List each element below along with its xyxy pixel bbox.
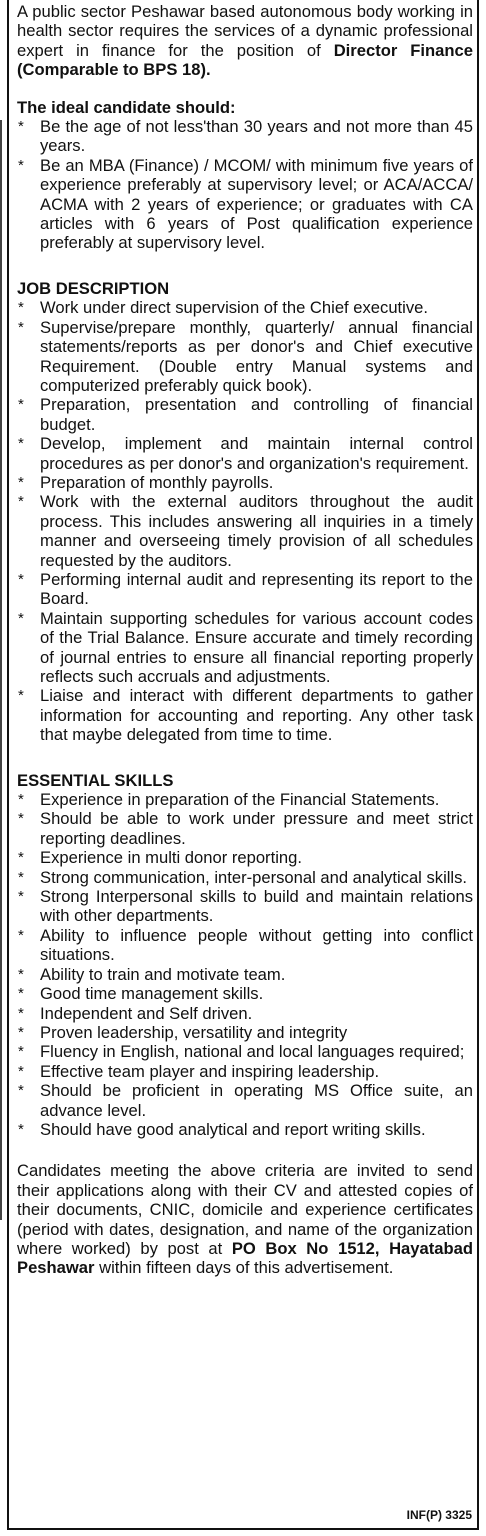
bullet-asterisk: *: [18, 156, 24, 174]
list-item-text: Should be able to work under pressure and meet strict reporting deadlines.: [40, 809, 473, 848]
list-item-text: Should be proficient in operating MS Office suite, an advance level.: [40, 1081, 473, 1120]
list-item-text: Ability to train and motivate team.: [40, 964, 286, 984]
list-item: [17, 318, 473, 396]
ideal-candidate-heading: The ideal candidate should:: [17, 97, 236, 117]
bullet-asterisk: *: [18, 435, 24, 453]
bullet-asterisk: *: [18, 318, 24, 336]
list-item: [17, 848, 473, 867]
list-item: [17, 609, 473, 687]
bullet-asterisk: *: [18, 888, 24, 906]
list-item: [17, 965, 473, 984]
list-item-text: Be an MBA (Finance) / MCOM/ with minimum five years of experience preferably at supervisory level; or ACA/ACCA/ ACMA with 2 years of experience; or graduates with CA articles with 6 years of Post qualification experience preferably at supervisory level.: [40, 155, 473, 253]
bullet-asterisk: *: [18, 1023, 24, 1041]
list-item: [17, 1042, 473, 1061]
list-item: [17, 1023, 473, 1042]
list-item-text: Preparation, presentation and controlling of financial budget.: [40, 395, 473, 434]
bullet-asterisk: *: [18, 868, 24, 886]
postal-address: PO Box No 1512, Hayatabad Peshawar: [17, 1238, 473, 1278]
list-item-text: Preparation of monthly payrolls.: [40, 472, 274, 492]
list-item-text: Be the age of not less'than 30 years and not more than 45 years.: [40, 117, 473, 156]
list-item: [17, 1004, 473, 1023]
essential-skills-heading: ESSENTIAL SKILLS: [17, 770, 174, 790]
list-item: [17, 926, 473, 965]
list-item-text: Performing internal audit and representing its report to the Board.: [40, 569, 473, 609]
list-item-text: Good time management skills.: [40, 984, 264, 1004]
bullet-asterisk: *: [18, 1120, 24, 1138]
bullet-asterisk: *: [18, 791, 24, 809]
bullet-asterisk: *: [18, 1082, 24, 1100]
list-item-text: Supervise/prepare monthly, quarterly/ annual financial statements/reports as per donor's and Chief executive Requirement. (Double entry Manual systems and computerized preferably quick book).: [40, 317, 473, 395]
job-description-heading: JOB DESCRIPTION: [17, 278, 170, 298]
bullet-asterisk: *: [18, 687, 24, 705]
bullet-asterisk: *: [18, 926, 24, 944]
list-item: [17, 395, 473, 434]
list-item: [17, 434, 473, 473]
list-item-text: Effective team player and inspiring leadership.: [40, 1061, 380, 1081]
list-item: [17, 686, 473, 744]
bullet-asterisk: *: [18, 473, 24, 491]
list-item: [17, 492, 473, 570]
list-item-text: Maintain supporting schedules for various account codes of the Trial Balance. Ensure accurate and timely recording of journal entries to ensure all financial reporting properly reflects such accruals and adjustments.: [40, 608, 473, 686]
list-item-text: Experience in preparation of the Financial Statements.: [40, 790, 440, 810]
list-item: [17, 298, 473, 317]
list-item: [17, 473, 473, 492]
list-item-text: Work with the external auditors throughout the audit process. This includes answering all inquiries in a timely manner and overseeing timely provision of all schedules requested by the auditors.: [40, 492, 473, 570]
list-item-text: Strong Interpersonal skills to build and maintain relations with other departments.: [40, 887, 473, 926]
bullet-asterisk: *: [18, 299, 24, 317]
bullet-asterisk: *: [18, 849, 24, 867]
intro-text: A public sector Peshawar based autonomous body working in health sector requires the services of a dynamic professional expert in finance for the position of: [17, 2, 473, 60]
list-item: [17, 984, 473, 1003]
list-item: [17, 117, 473, 156]
list-item-text: Experience in multi donor reporting.: [40, 848, 302, 868]
left-margin-line: [0, 120, 2, 1220]
bullet-asterisk: *: [18, 1043, 24, 1061]
list-item: [17, 156, 473, 253]
position-title: Director Finance (Comparable to BPS 18).: [17, 40, 473, 80]
bullet-asterisk: *: [18, 1004, 24, 1022]
closing-paragraph: [17, 1161, 473, 1277]
bullet-asterisk: *: [18, 396, 24, 414]
job-description-list: [17, 298, 473, 744]
bullet-asterisk: *: [18, 609, 24, 627]
bullet-asterisk: *: [18, 570, 24, 588]
list-item-text: Strong communication, inter-personal and analytical skills.: [40, 867, 468, 887]
list-item: [17, 868, 473, 887]
bullet-asterisk: *: [18, 965, 24, 983]
list-item-text: Fluency in English, national and local languages required;: [40, 1042, 465, 1062]
list-item: [17, 809, 473, 848]
list-item: [17, 887, 473, 926]
bullet-asterisk: *: [18, 118, 24, 136]
reference-number: INF(P) 3325: [406, 1508, 472, 1522]
list-item-text: Should have good analytical and report writing skills.: [40, 1119, 426, 1139]
list-item: [17, 1120, 473, 1139]
advertisement-body: [17, 2, 473, 1278]
list-item-text: Develop, implement and maintain internal control procedures as per donor's and organization's requirement.: [40, 434, 473, 473]
list-item-text: Independent and Self driven.: [40, 1003, 253, 1023]
closing-text-after: within fifteen days of this advertisement.: [94, 1258, 394, 1278]
list-item: [17, 570, 473, 609]
list-item: [17, 1062, 473, 1081]
intro-paragraph: [17, 2, 473, 80]
bullet-asterisk: *: [18, 985, 24, 1003]
list-item-text: Work under direct supervision of the Chief executive.: [40, 298, 428, 318]
list-item-text: Ability to influence people without getting into conflict situations.: [40, 925, 473, 965]
list-item-text: Proven leadership, versatility and integrity: [40, 1022, 348, 1042]
bullet-asterisk: *: [18, 493, 24, 511]
essential-skills-list: [17, 790, 473, 1139]
list-item-text: Liaise and interact with different departments to gather information for accounting and reporting. Any other task that maybe delegated from time to time.: [40, 686, 473, 745]
closing-text-before: Candidates meeting the above criteria are invited to send their applications along with their CV and attested copies of their documents, CNIC, domicile and experience certificates (period with dates, designation, and name of the organization where worked) by post at: [17, 1161, 473, 1258]
list-item: [17, 790, 473, 809]
list-item: [17, 1081, 473, 1120]
ideal-candidate-list: [17, 117, 473, 253]
bullet-asterisk: *: [18, 810, 24, 828]
bullet-asterisk: *: [18, 1062, 24, 1080]
